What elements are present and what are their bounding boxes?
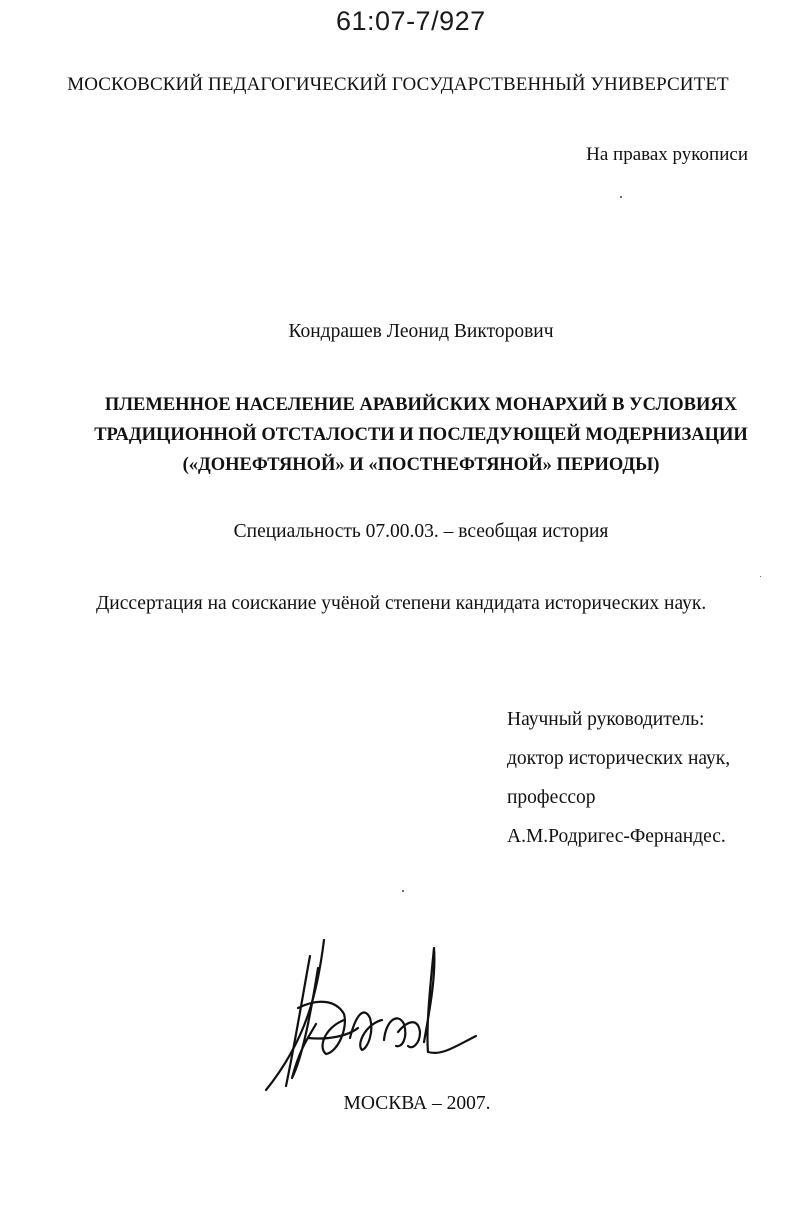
- dissertation-statement: Диссертация на соискание учёной степени кандидата исторических наук.: [96, 593, 707, 614]
- title-line-2: ТРАДИЦИОННОЙ ОТСТАЛОСТИ И ПОСЛЕДУЮЩЕЙ МОДЕРНИЗАЦИИ: [94, 425, 748, 445]
- advisor-name: А.М.Родригес-Фернандес.: [507, 826, 726, 847]
- specialty: Специальность 07.00.03. – всеобщая история: [233, 521, 609, 542]
- title-line-1: ПЛЕМЕННОЕ НАСЕЛЕНИЕ АРАВИЙСКИХ МОНАРХИЙ В УСЛОВИЯХ: [104, 395, 738, 415]
- title-line-3: («ДОНЕФТЯНОЙ» И «ПОСТНЕФТЯНОЙ» ПЕРИОДЫ): [182, 455, 660, 475]
- city-and-year: МОСКВА – 2007.: [343, 1093, 491, 1114]
- handwritten-signature: [258, 928, 488, 1108]
- advisor-rank: профессор: [507, 787, 596, 808]
- advisor-role: Научный руководитель:: [507, 709, 705, 730]
- scan-speck: [760, 576, 761, 577]
- advisor-degree: доктор исторических наук,: [507, 748, 731, 769]
- university-name: МОСКОВСКИЙ ПЕДАГОГИЧЕСКИЙ ГОСУДАРСТВЕННЫЙ УНИВЕРСИТЕТ: [67, 74, 729, 95]
- scan-speck: [620, 196, 622, 198]
- archive-stamp: 61:07-7/927: [336, 6, 486, 36]
- scan-speck: [402, 890, 404, 892]
- author-name: Кондрашев Леонид Викторович: [288, 321, 554, 342]
- dissertation-title: [0, 390, 796, 480]
- scientific-advisor: [507, 700, 730, 856]
- manuscript-rights-note: На правах рукописи: [586, 144, 748, 165]
